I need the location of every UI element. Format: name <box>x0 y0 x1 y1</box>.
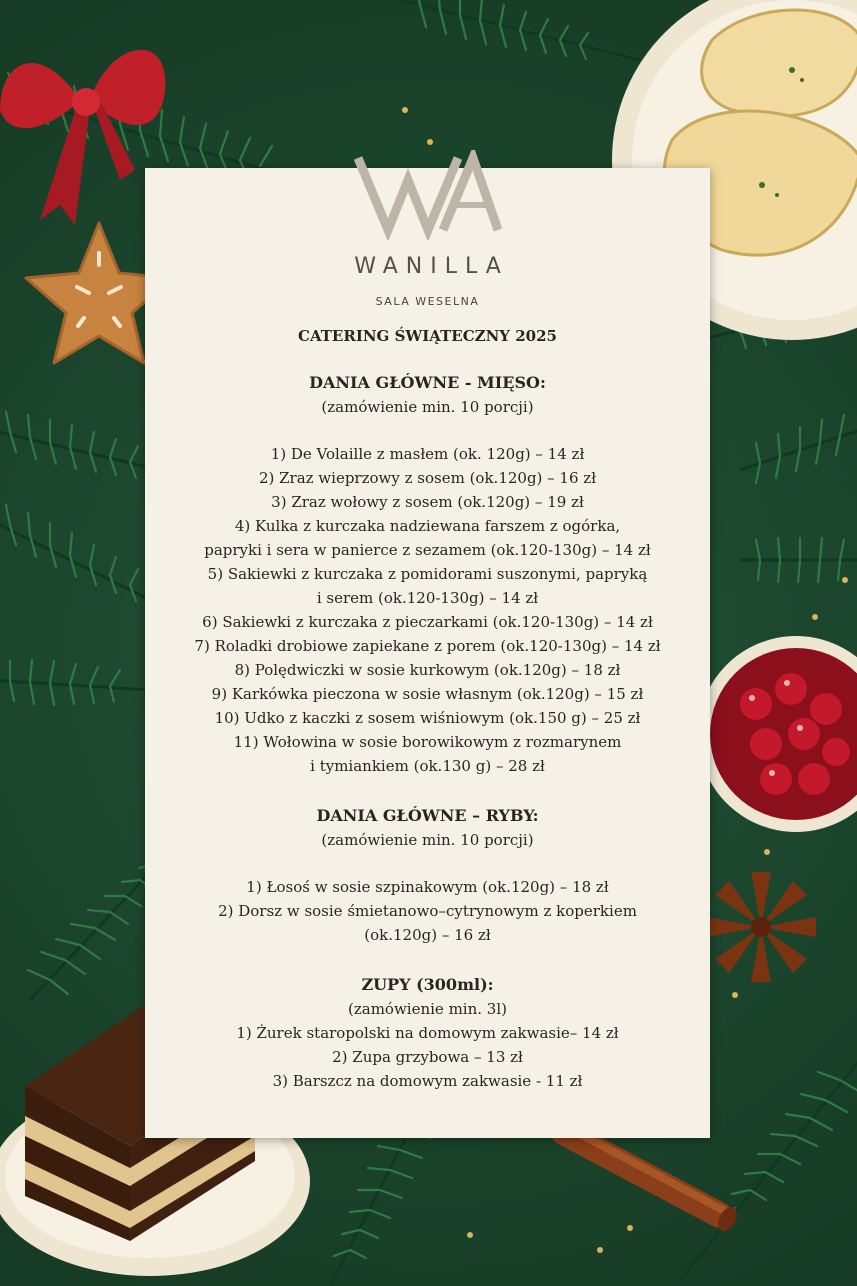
menu-item-line: 2) Zraz wieprzowy z sosem (ok.120g) – 16 zł <box>258 469 597 487</box>
menu-item-line: 8) Polędwiczki w sosie kurkowym (ok.120g) – 18 zł <box>234 661 621 679</box>
menu-item-line: 1) De Volaille z masłem (ok. 120g) – 14 zł <box>270 445 585 463</box>
menu-section <box>145 371 710 778</box>
menu-item <box>145 442 710 466</box>
menu-item-list <box>145 1021 710 1093</box>
menu-item-line: 5) Sakiewki z kurczaka z pomidorami suszonymi, papryką <box>207 565 648 583</box>
menu-item-line: 3) Zraz wołowy z sosem (ok.120g) – 19 zł <box>271 493 584 511</box>
menu-item-line: 1) Łosoś w sosie szpinakowym (ok.120g) – 18 zł <box>246 878 609 896</box>
menu-item <box>145 682 710 706</box>
menu-item <box>145 634 710 658</box>
menu-item-line: papryki i sera w panierce z sezamem (ok.120-130g) – 14 zł <box>204 541 651 559</box>
menu-item <box>145 658 710 682</box>
menu-item-line: 4) Kulka z kurczaka nadziewana farszem z ogórka, <box>234 517 621 535</box>
menu-sections <box>145 371 710 1093</box>
menu-item <box>145 1045 710 1069</box>
menu-item-line: 2) Dorsz w sosie śmietanowo–cytrynowym z koperkiem <box>218 902 637 920</box>
menu-item <box>145 490 710 514</box>
menu-item <box>145 514 710 562</box>
menu-item-line: 3) Barszcz na domowym zakwasie - 11 zł <box>272 1072 583 1090</box>
menu-item-line: 10) Udko z kaczki z sosem wiśniowym (ok.150 g) – 25 zł <box>214 709 641 727</box>
menu-item <box>145 730 710 778</box>
menu-item <box>145 875 710 899</box>
section-heading: DANIA GŁÓWNE – RYBY: <box>316 806 539 825</box>
menu-item-list <box>145 875 710 947</box>
menu-content <box>145 150 710 1093</box>
menu-item-line: 1) Żurek staropolski na domowym zakwasie– 14 zł <box>236 1024 619 1042</box>
menu-section <box>145 973 710 1093</box>
menu-item-line: 7) Roladki drobiowe zapiekane z porem (ok.120-130g) – 14 zł <box>194 637 661 655</box>
menu-item <box>145 899 710 947</box>
menu-item-line: 11) Wołowina w sosie borowikowym z rozmarynem <box>233 733 622 751</box>
menu-item <box>145 1021 710 1045</box>
page-title: CATERING ŚWIĄTECZNY 2025 <box>298 327 557 345</box>
section-heading: ZUPY (300ml): <box>361 975 494 994</box>
menu-item-line: 6) Sakiewki z kurczaka z pieczarkami (ok.120-130g) – 14 zł <box>202 613 653 631</box>
section-note: (zamówienie min. 10 porcji) <box>321 398 534 416</box>
menu-item-line: i serem (ok.120-130g) – 14 zł <box>316 589 539 607</box>
menu-item-line: 2) Zupa grzybowa – 13 zł <box>332 1048 523 1066</box>
logo-monogram <box>348 150 508 240</box>
menu-item-line: i tymiankiem (ok.130 g) – 28 zł <box>310 757 545 775</box>
menu-item <box>145 706 710 730</box>
brand-subtitle: SALA WESELNA <box>375 295 480 308</box>
menu-item-list <box>145 442 710 778</box>
menu-item <box>145 562 710 610</box>
section-heading: DANIA GŁÓWNE - MIĘSO: <box>309 373 546 392</box>
menu-item-line: (ok.120g) – 16 zł <box>364 926 491 944</box>
menu-item-line: 9) Karkówka pieczona w sosie własnym (ok.120g) – 15 zł <box>211 685 644 703</box>
section-note: (zamówienie min. 3l) <box>348 1000 507 1018</box>
menu-item <box>145 610 710 634</box>
wa-logo-icon <box>348 150 508 240</box>
menu-item <box>145 1069 710 1093</box>
brand-name: WANILLA <box>354 254 509 279</box>
menu-item <box>145 466 710 490</box>
section-note: (zamówienie min. 10 porcji) <box>321 831 534 849</box>
menu-section <box>145 804 710 947</box>
